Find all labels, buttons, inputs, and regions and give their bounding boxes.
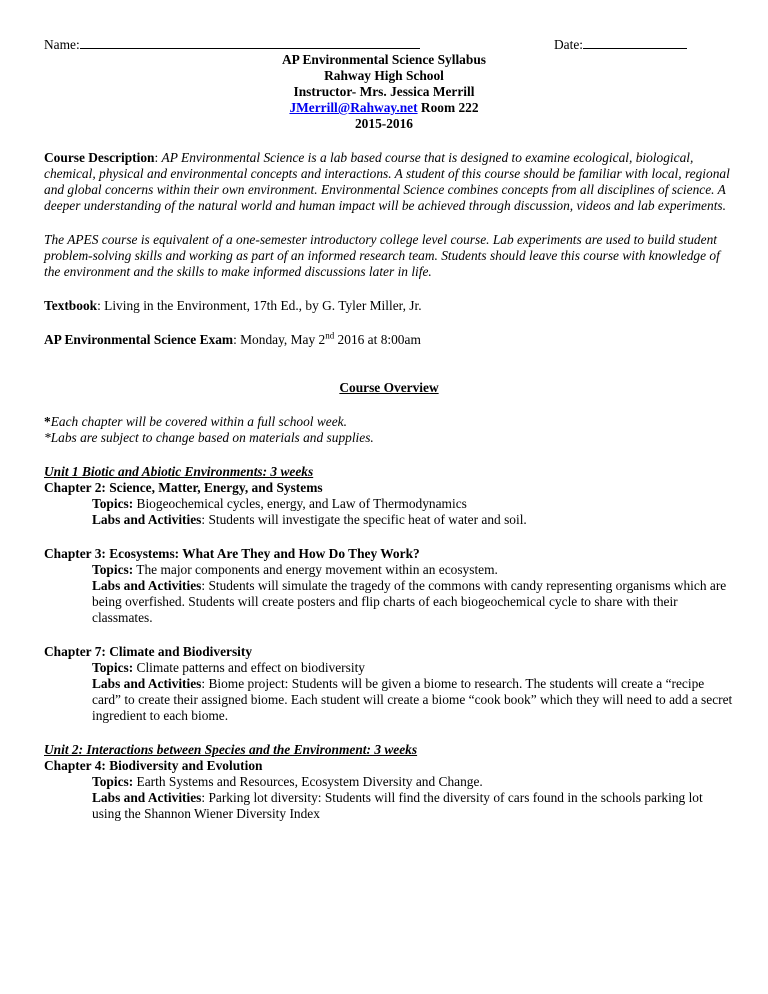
exam-date: : Monday, May 2 bbox=[233, 332, 326, 347]
room-number: Room 222 bbox=[417, 100, 479, 115]
note-text-1: Each chapter will be covered within a full school week. bbox=[50, 414, 347, 429]
date-label: Date: bbox=[554, 37, 583, 52]
labs-text: : Students will simulate the tragedy of the commons with candy representing organisms which are being overfished. Students will create posters and flip charts of each biogeochemical cycle to share with their classmates. bbox=[92, 578, 727, 625]
chapter-topics bbox=[44, 562, 734, 578]
chapter-block bbox=[44, 546, 734, 626]
textbook-value: : Living in the Environment, 17th Ed., by G. Tyler Miller, Jr. bbox=[97, 298, 422, 313]
course-description-label: Course Description bbox=[44, 150, 155, 165]
topics-label: Topics: bbox=[92, 774, 134, 789]
contact-line bbox=[34, 100, 734, 116]
topics-text: Biogeochemical cycles, energy, and Law of Thermodynamics bbox=[133, 496, 467, 511]
labs-label: Labs and Activities bbox=[92, 578, 202, 593]
syllabus-title: AP Environmental Science Syllabus bbox=[282, 52, 486, 67]
overview-note-2: *Labs are subject to change based on materials and supplies. bbox=[44, 430, 374, 445]
name-date-line bbox=[44, 36, 734, 52]
labs-text: : Parking lot diversity: Students will find the diversity of cars found in the schools parking lot using the Shannon Wiener Diversity Index bbox=[92, 790, 703, 821]
date-blank[interactable] bbox=[583, 36, 687, 49]
unit-2-title: Unit 2: Interactions between Species and the Environment: 3 weeks bbox=[44, 742, 418, 757]
chapter-title: Chapter 7: Climate and Biodiversity bbox=[44, 644, 253, 659]
chapter-block bbox=[44, 480, 734, 528]
chapter-labs bbox=[44, 512, 734, 528]
school-name: Rahway High School bbox=[324, 68, 444, 83]
name-field[interactable] bbox=[44, 36, 420, 53]
chapter-title: Chapter 4: Biodiversity and Evolution bbox=[44, 758, 263, 773]
instructor-name: Instructor- Mrs. Jessica Merrill bbox=[293, 84, 475, 99]
labs-text: : Biome project: Students will be given a biome to research. The students will create a “recipe card” to create their assigned biome. Each student will create a biome “cook book” which they will need to add a secret ingredient to each biome. bbox=[92, 676, 733, 723]
chapter-labs bbox=[44, 578, 734, 626]
chapter-labs bbox=[44, 676, 734, 724]
topics-text: The major components and energy movement within an ecosystem. bbox=[133, 562, 498, 577]
exam-line bbox=[44, 332, 734, 348]
exam-label: AP Environmental Science Exam bbox=[44, 332, 234, 347]
textbook-label: Textbook bbox=[44, 298, 98, 313]
exam-date-suffix: nd bbox=[325, 330, 335, 341]
course-description-text: AP Environmental Science is a lab based course that is designed to examine ecological, biological, chemical, physical and environmental concepts and interactions. A student of this course should be familiar with local, regional and global concerns within their own environment. Environmental Science combines concepts from all disciplines of science. A deeper understanding of the natural world and human impact will be achieved through discussion, videos and lab experiments. bbox=[44, 150, 730, 213]
course-description: Course Description: AP Environmental Science is a lab based course that is designed to examine ecological, biological, chemical, physical and environmental concepts and interactions. A student of this course should be familiar with local, regional and global concerns within their own environment. Environmental Science combines concepts from all disciplines of science. A deeper understanding of the natural world and human impact will be achieved through discussion, videos and lab experiments. bbox=[44, 150, 730, 213]
name-blank[interactable] bbox=[80, 36, 420, 49]
labs-label: Labs and Activities bbox=[92, 512, 202, 527]
note-star: * bbox=[44, 414, 51, 429]
chapter-block bbox=[44, 644, 734, 724]
chapter-topics bbox=[44, 774, 734, 790]
topics-text: Earth Systems and Resources, Ecosystem Diversity and Change. bbox=[133, 774, 483, 789]
exam-time: 2016 at 8:00am bbox=[334, 332, 421, 347]
labs-text: : Students will investigate the specific heat of water and soil. bbox=[201, 512, 527, 527]
syllabus-header bbox=[34, 52, 734, 132]
name-label: Name: bbox=[44, 37, 80, 52]
overview-notes bbox=[44, 414, 734, 446]
email-link[interactable]: JMerrill@Rahway.net bbox=[289, 100, 418, 115]
unit-1-title: Unit 1 Biotic and Abiotic Environments: 3 weeks bbox=[44, 464, 314, 479]
course-overview-title: Course Overview bbox=[339, 380, 439, 395]
chapter-labs bbox=[44, 790, 734, 822]
labs-label: Labs and Activities bbox=[92, 676, 202, 691]
textbook-line bbox=[44, 298, 734, 314]
date-field[interactable] bbox=[554, 36, 687, 53]
chapter-block bbox=[44, 758, 734, 822]
chapter-topics bbox=[44, 496, 734, 512]
course-equivalency-text: The APES course is equivalent of a one-semester introductory college level course. Lab experiments are used to build student problem-solving skills and working as part of an informed research team. Students should leave this course with knowledge of the environment and the skills to make informed discussions later in life. bbox=[44, 232, 720, 279]
school-year: 2015-2016 bbox=[354, 116, 414, 131]
chapter-title: Chapter 3: Ecosystems: What Are They and How Do They Work? bbox=[44, 546, 420, 561]
topics-label: Topics: bbox=[92, 562, 134, 577]
topics-label: Topics: bbox=[92, 660, 134, 675]
chapter-title: Chapter 2: Science, Matter, Energy, and Systems bbox=[44, 480, 323, 495]
chapter-topics bbox=[44, 660, 734, 676]
topics-label: Topics: bbox=[92, 496, 134, 511]
syllabus-page bbox=[44, 36, 734, 822]
overview-note-1 bbox=[44, 414, 734, 430]
labs-label: Labs and Activities bbox=[92, 790, 202, 805]
topics-text: Climate patterns and effect on biodiversity bbox=[133, 660, 365, 675]
